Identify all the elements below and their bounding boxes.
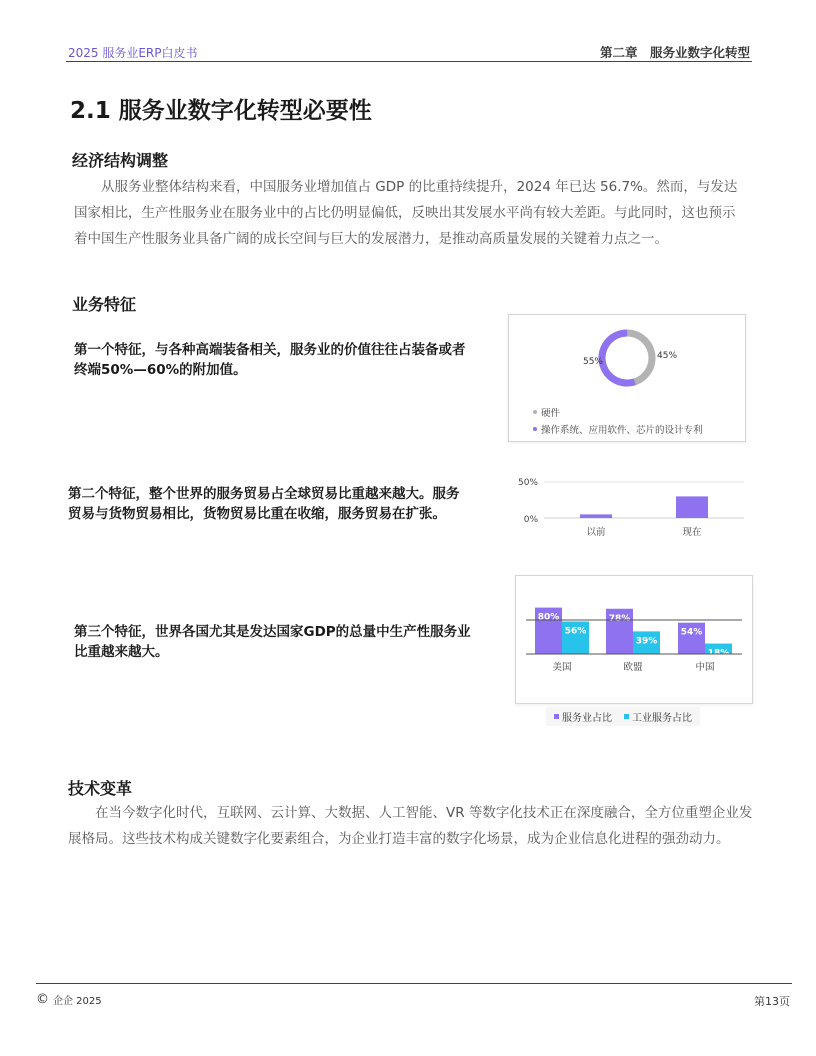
donut-chart — [508, 314, 746, 442]
grouped-bar-legend — [546, 707, 700, 726]
data-label-service-usa: 80% — [537, 612, 560, 623]
legend-item-industrial — [624, 709, 692, 724]
donut-legend — [533, 405, 703, 436]
data-label-service-china: 54% — [680, 627, 703, 638]
economy-paragraph: 从服务业整体结构来看，中国服务业增加值占 GDP 的比重持续提升，2024 年已达 56.7%。然而，与发达国家相比，生产性服务业在服务业中的占比仍明显偏低，反映出其发展水平尚有较大差距。与此同时，这也预示着中国生产性服务业具备广阔的成长空间与巨大的发展潜力，是推动高质量发展的关键着力点之一。 — [74, 179, 738, 247]
feature-2-text: 第二个特征，整个世界的服务贸易占全球贸易比重越来越大。服务贸易与货物贸易相比，货物贸易比重在收缩，服务贸易在扩张。 — [68, 486, 460, 522]
feature-1-text: 第一个特征，与各种高端装备相关，服务业的价值往往占装备或者终端50%—60%的附加值。 — [74, 342, 466, 378]
feature-3-text: 第三个特征，世界各国尤其是发达国家GDP的总量中生产性服务业比重越来越大。 — [74, 624, 471, 660]
data-label-industrial-china: 18% — [707, 648, 730, 659]
tech-paragraph: 在当今数字化时代，互联网、云计算、大数据、人工智能、VR 等数字化技术正在深度融合，全方位重塑企业发展格局。这些技术构成关键数字化要素组合，为企业打造丰富的数字化场景，成为企业信息化进程的强劲动力。 — [68, 805, 753, 847]
data-label-service-eu: 78% — [608, 613, 631, 624]
copyright-icon: © — [36, 992, 49, 1007]
donut-label-software: 55% — [582, 357, 603, 367]
legend-dot-icon — [533, 427, 537, 431]
bar-before — [580, 514, 612, 518]
legend-label-service: 服务业占比 — [562, 713, 612, 724]
data-label-industrial-eu: 39% — [635, 636, 658, 647]
trade-bar-chart — [508, 472, 748, 546]
footer-company: 企企 2025 — [53, 996, 102, 1007]
business-heading: 业务特征 — [72, 295, 137, 314]
legend-item-hardware — [533, 405, 703, 419]
donut-label-hardware: 45% — [657, 351, 678, 361]
grouped-bar-svg — [516, 576, 752, 703]
grouped-bar-chart — [515, 575, 753, 704]
header-doc-title: 2025 服务业ERP白皮书 — [68, 46, 198, 60]
xtick-label-before: 以前 — [586, 527, 606, 538]
tech-heading: 技术变革 — [68, 779, 133, 798]
xtick-label-usa: 美国 — [552, 662, 572, 673]
legend-label-hardware: 硬件 — [541, 408, 561, 419]
data-label-industrial-usa: 56% — [564, 626, 587, 637]
legend-label-industrial: 工业服务占比 — [632, 713, 692, 724]
ytick-label-50: 50% — [517, 478, 538, 488]
xtick-label-now: 现在 — [682, 527, 702, 538]
legend-square-icon — [554, 714, 559, 719]
footer-divider — [36, 983, 792, 984]
bar-now — [676, 496, 708, 518]
donut-chart-svg — [509, 315, 745, 405]
section-title: 2.1 服务业数字化转型必要性 — [70, 98, 372, 124]
legend-item-service — [554, 709, 612, 724]
legend-item-software — [533, 422, 703, 436]
footer-copyright — [36, 992, 102, 1007]
legend-dot-icon — [533, 410, 537, 414]
header-chapter-title: 第二章 服务业数字化转型 — [599, 45, 750, 60]
legend-square-icon — [624, 714, 629, 719]
legend-label-software: 操作系统、应用软件、芯片的设计专利 — [541, 425, 703, 436]
page-number: 第13页 — [754, 995, 790, 1008]
header-divider — [66, 61, 752, 62]
economy-heading: 经济结构调整 — [72, 151, 169, 170]
ytick-label-0: 0% — [523, 515, 538, 525]
xtick-label-china: 中国 — [695, 662, 715, 673]
xtick-label-eu: 欧盟 — [623, 662, 643, 673]
